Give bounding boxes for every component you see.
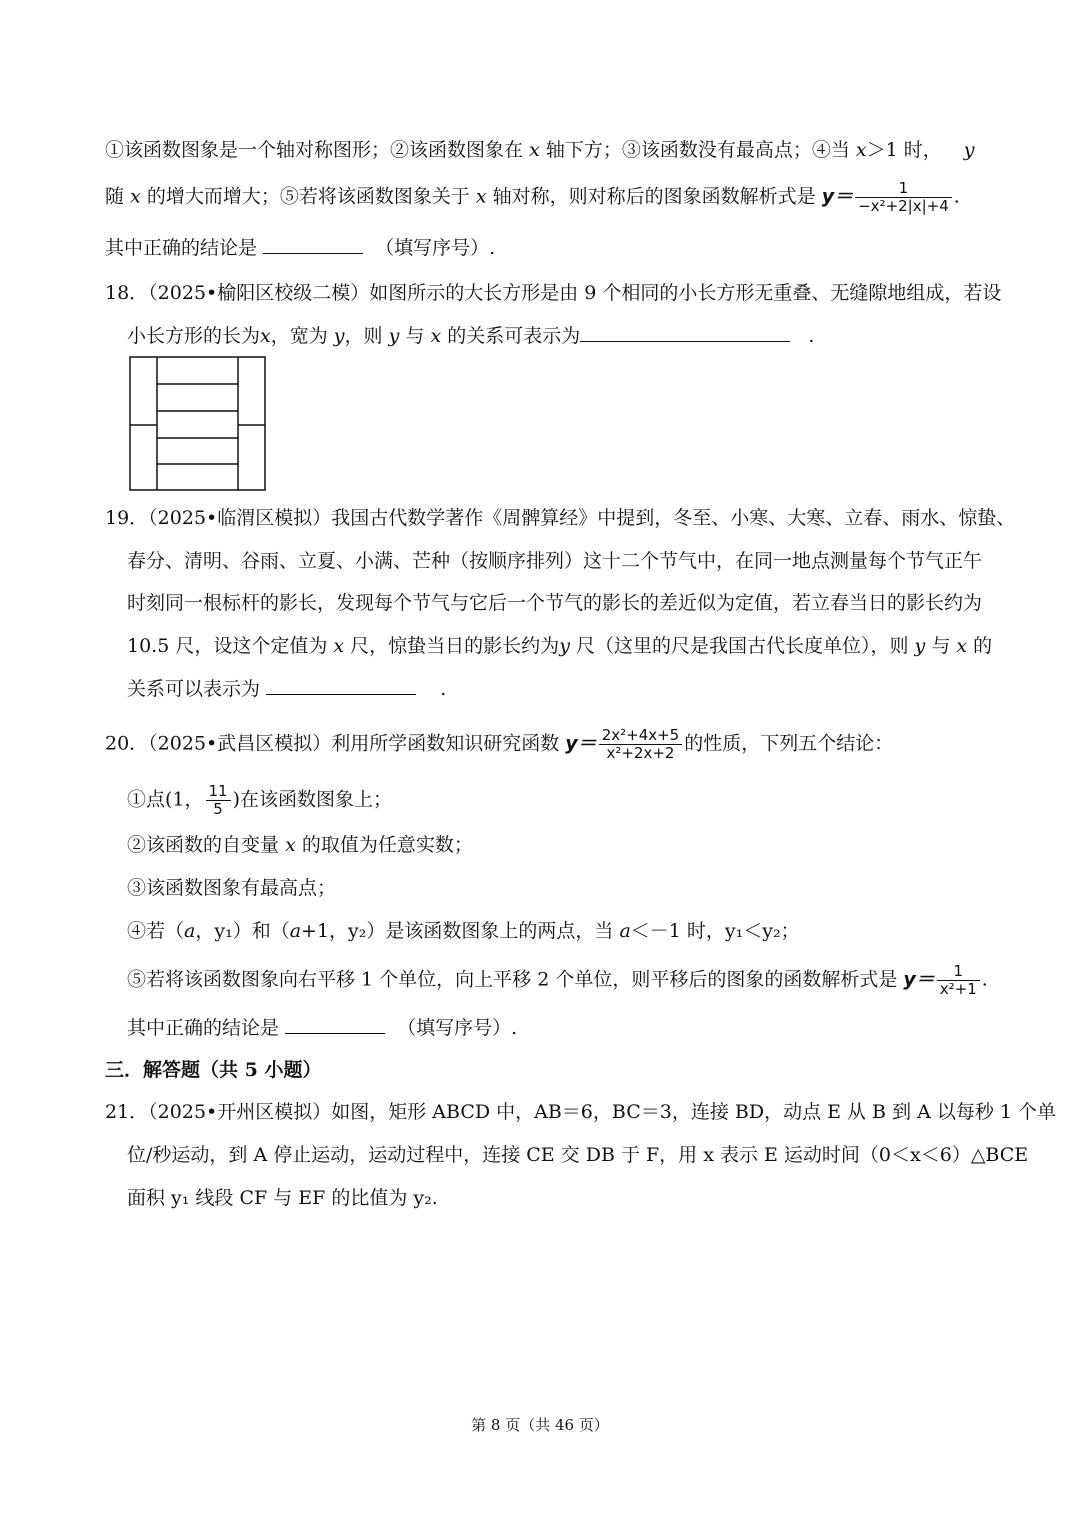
q20-item-1: ①点(1， $\frac{11}{5}$ )在该函数图象上；: [127, 782, 393, 818]
q20-item-3: ③该函数图象有最高点；: [127, 877, 337, 899]
q17-answer-blank[interactable]: [263, 235, 363, 254]
q18-rectangle-figure: [129, 356, 269, 496]
q18-answer-blank[interactable]: [580, 323, 790, 342]
q21-line-2: 位/秒运动，到 A 停止运动，运动过程中，连接 CE 交 DB 于 F，用 x 表示 E 运动时间（0＜x＜6）△BCE: [127, 1144, 1029, 1166]
q21-line-1: 21．（2025•开州区模拟）如图，矩形 ABCD 中，AB＝6，BC＝3，连接 BD，动点 E 从 B 到 A 以每秒 1 个单: [105, 1101, 1057, 1123]
q17-line-3: 其中正确的结论是 （填写序号）.: [105, 237, 496, 259]
q17-line-2: 随 x 的增大而增大；⑤若将该函数图象关于 x 轴对称，则对称后的图象函数解析式是 y＝ $\frac{1}{\text{−x²+2|x|+4}}$ .: [105, 179, 960, 215]
q20-line-7: 其中正确的结论是 （填写序号）.: [127, 1017, 518, 1039]
q19-line-2: 春分、清明、谷雨、立夏、小满、芒种（按顺序排列）这十二个节气中，在同一地点测量每个节气正午: [127, 550, 983, 572]
q20-item-2: ②该函数的自变量 x 的取值为任意实数；: [127, 834, 473, 856]
page-footer: 第 8 页（共 46 页）: [471, 1416, 609, 1434]
q19-line-1: 19．（2025•临渭区模拟）我国古代数学著作《周髀算经》中提到，冬至、小寒、大寒、立春、雨水、惊蛰、: [105, 507, 1016, 529]
q20-formula: $\frac{\text{2x²+4x+5}}{\text{x²+2x+2}}$: [599, 727, 683, 762]
section-3-heading: 三．解答题（共 5 小题）: [105, 1059, 322, 1081]
q19-line-4: 10.5 尺，设这个定值为 x 尺，惊蛰当日的影长约为y 尺（这里的尺是我国古代长度单位），则 y 与 x 的: [127, 635, 993, 657]
big-rectangle: [130, 357, 265, 490]
q19-line-3: 时刻同一根标杆的影长，发现每个节气与它后一个节气的影长的差近似为定值，若立春当日的影长约为: [127, 592, 983, 614]
q20-answer-blank[interactable]: [285, 1015, 385, 1034]
q20-item-5: ⑤若将该函数图象向右平移 1 个单位，向上平移 2 个单位，则平移后的图象的函数解析式是 y＝ $\frac{1}{\text{x²+1}}$ .: [127, 962, 988, 998]
q18-line-1: 18．（2025•榆阳区校级二模）如图所示的大长方形是由 9 个相同的小长方形无重叠、无缝隙地组成，若设: [105, 282, 1002, 304]
q19-line-5: 关系可以表示为 .: [127, 678, 447, 700]
q20-line-1: 20．（2025•武昌区模拟）利用所学函数知识研究函数 y＝ $\frac{\text{2x²+4x+5}}{\text{x²+2x+2}}$ 的性质，下列五个结论：: [105, 726, 894, 762]
q19-answer-blank[interactable]: [266, 676, 416, 695]
q17-formula: $\frac{1}{\text{−x²+2|x|+4}}$: [855, 180, 952, 215]
q18-line-2: 小长方形的长为x，宽为 y，则 y 与 x 的关系可表示为 .: [127, 325, 815, 347]
q20-item-4: ④若（a，y₁）和（a+1，y₂）是该函数图象上的两点，当 a＜－1 时，y₁＜y₂；: [127, 920, 800, 942]
q17-line-1: ①该函数图象是一个轴对称图形；②该函数图象在 x 轴下方；③该函数没有最高点；④当 x＞1 时， y: [105, 139, 975, 161]
q21-line-3: 面积 y₁ 线段 CF 与 EF 的比值为 y₂.: [127, 1187, 438, 1209]
